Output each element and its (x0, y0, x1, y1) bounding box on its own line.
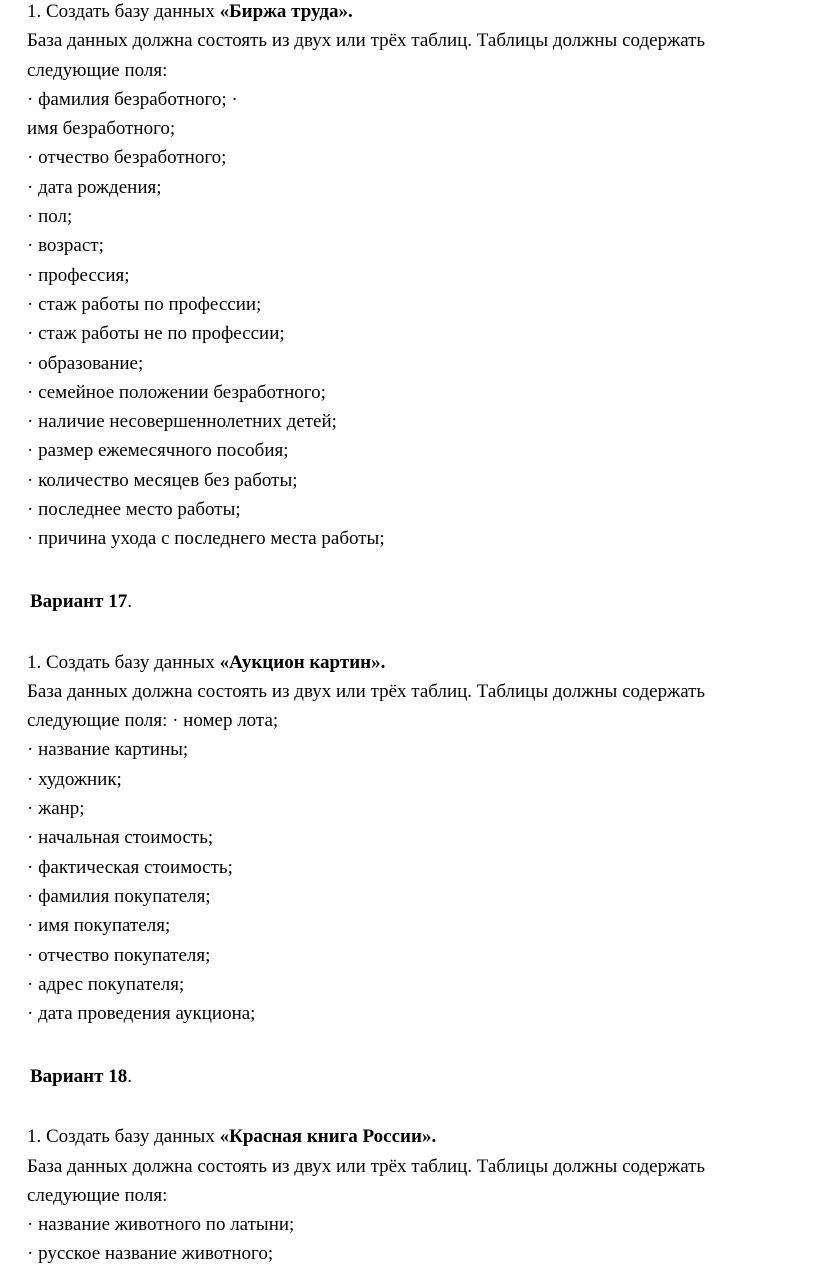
variant-label: Вариант 17 (30, 590, 128, 612)
task-number-text: 1. Создать базу данных (27, 651, 220, 673)
list-item: · художник; (27, 768, 122, 790)
variant-heading (30, 1062, 807, 1091)
list-item: · название животного по латыни; (27, 1214, 295, 1236)
list-item: имя безработного; (27, 118, 176, 140)
blank-line (27, 554, 807, 583)
list-item: · размер ежемесячного пособия; (27, 440, 289, 462)
task-number-text: 1. Создать базу данных (27, 1126, 220, 1148)
list-item: · начальная стоимость; (27, 827, 214, 849)
task-intro-line: следующие поля: · номер лота; (27, 710, 279, 732)
list-item: · дата проведения аукциона; (27, 1003, 256, 1025)
list-item: · семейное положении безработного; (27, 381, 326, 403)
list-item: · адрес покупателя; (27, 973, 185, 995)
list-item: · фактическая стоимость; (27, 856, 233, 878)
list-item: · отчество безработного; (27, 147, 227, 169)
document-page (27, 0, 807, 1269)
blank-line (27, 616, 807, 645)
list-item: · последнее место работы; (27, 499, 241, 521)
task-intro-line: База данных должна состоять из двух или трёх таблиц. Таблицы должны содержать (27, 30, 706, 52)
list-item: · количество месяцев без работы; (27, 469, 298, 491)
list-item: · возраст; (27, 235, 104, 257)
task-heading (27, 0, 807, 26)
list-item: · стаж работы по профессии; (27, 293, 262, 315)
list-item: · фамилия безработного; · (27, 88, 238, 110)
field-list (27, 735, 807, 1028)
task-heading (27, 1122, 807, 1151)
list-item: · название картины; (27, 739, 189, 761)
list-item: · дата рождения; (27, 176, 162, 198)
list-item: · наличие несовершеннолетних детей; (27, 411, 337, 433)
list-item: · образование; (27, 352, 144, 374)
task-title: «Красная книга России». (219, 1126, 437, 1148)
task-title: «Биржа труда». (219, 1, 353, 22)
task-title: «Аукцион картин». (219, 651, 386, 673)
task-intro-line: База данных должна состоять из двух или трёх таблиц. Таблицы должны содержать (27, 1155, 706, 1177)
list-item: · жанр; (27, 798, 85, 820)
variant-heading (30, 587, 807, 616)
list-item: · отчество покупателя; (27, 944, 211, 966)
list-item: · фамилия покупателя; (27, 885, 211, 907)
task-number-text: 1. Создать базу данных (27, 1, 220, 22)
blank-line (27, 1028, 807, 1057)
task-intro-line: следующие поля: (27, 1184, 168, 1206)
list-item: · причина ухода с последнего места работы; (27, 528, 385, 550)
list-item: · профессия; (27, 264, 130, 286)
blank-line (27, 1091, 807, 1120)
list-item: · имя покупателя; (27, 915, 171, 937)
list-item: · русское название животного; (27, 1243, 274, 1265)
variant-dot: . (127, 1065, 132, 1087)
variant-dot: . (127, 590, 132, 612)
list-item: · пол; (27, 206, 73, 228)
variant-label: Вариант 18 (30, 1065, 128, 1087)
task-heading (27, 648, 807, 677)
list-item: · стаж работы не по профессии; (27, 323, 285, 345)
task-intro-line: следующие поля: (27, 59, 168, 81)
task-intro-line: База данных должна состоять из двух или трёх таблиц. Таблицы должны содержать (27, 680, 706, 702)
field-list (27, 85, 807, 554)
field-list (27, 1210, 807, 1269)
